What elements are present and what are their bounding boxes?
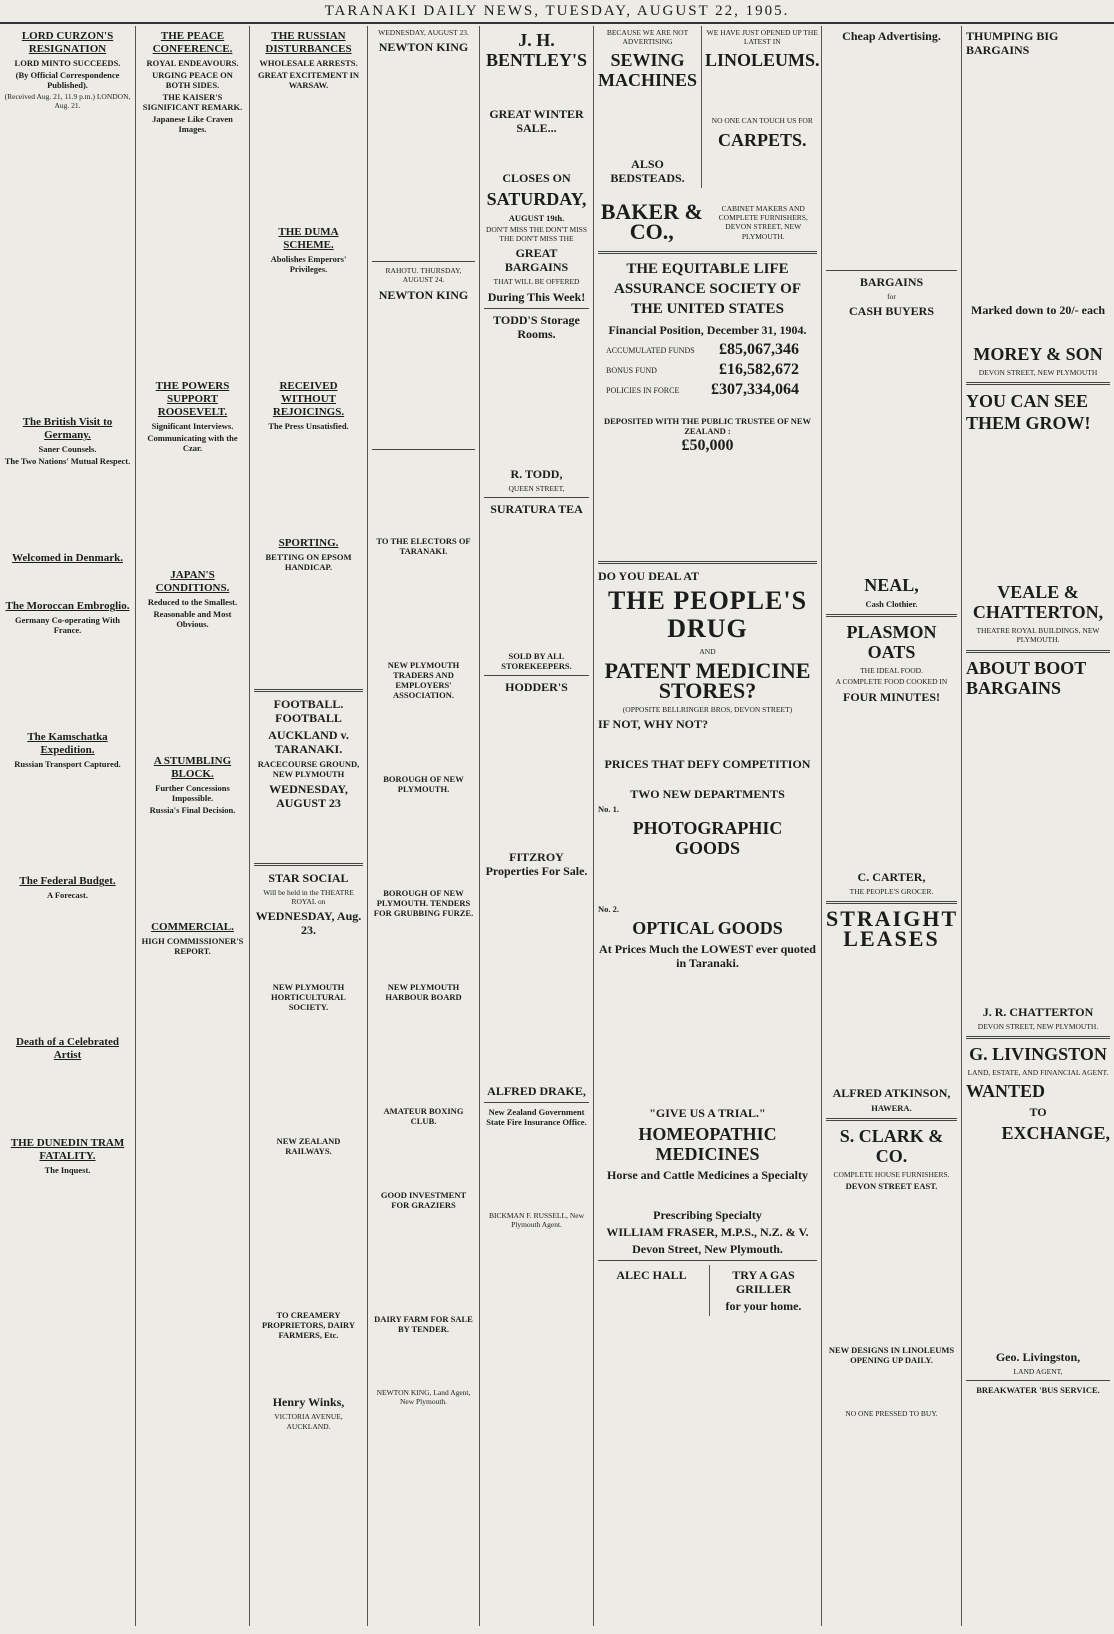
body-text-block [826,321,957,571]
subhead: The Press Unsatisfied. [268,421,349,431]
body-text-block [140,136,245,376]
ad-line: Cash Clothier. [865,599,918,610]
ad-heading: J. R. CHATTERTON [982,1004,1094,1019]
ad-line: DAIRY FARM FOR SALE BY TENDER. [374,1313,473,1334]
body-text-block [254,433,363,533]
amount: £16,582,672 [719,361,799,379]
ad-line: WEDNESDAY, AUGUST 23. [378,28,469,37]
ad-line: RACECOURSE GROUND, NEW PLYMOUTH [257,759,360,779]
ad-heading: During This Week! [487,289,586,304]
ad-line: THE IDEAL FOOD. [860,666,923,676]
ad-heading: NEWTON KING [378,40,469,55]
subhead: A Forecast. [47,890,88,901]
headline: THE PEACE CONFERENCE. [152,30,233,55]
ad-line: for [887,292,896,301]
ad-heading: TRY A GAS GRILLER [732,1267,795,1296]
column-4 [368,26,480,1626]
ad-heading: DO YOU DEAL AT [598,569,700,584]
headline: THE DUNEDIN TRAM FATALITY. [10,1137,125,1163]
body-text-block [598,456,817,556]
headline: Death of a Celebrated Artist [16,1036,119,1062]
subhead: BETTING ON EPSOM HANDICAP. [265,552,352,572]
body-text-block [372,57,475,257]
column-6 [594,26,822,1626]
ad-heading: R. TODD, [510,466,563,481]
ad-line: DEVON STREET EAST. [845,1181,938,1192]
subhead: ROYAL ENDEAVOURS. [146,58,239,68]
body-text-block [372,702,475,772]
ad-heading: NEWTON KING [378,287,469,302]
ad-heading: At Prices Much the LOWEST ever quoted in Taranaki. [599,941,816,970]
headline: JAPAN'S CONDITIONS. [155,569,230,594]
headline: RECEIVED WITHOUT REJOICINGS. [272,380,345,418]
column-2 [136,26,250,1626]
body-text-block [826,1367,957,1407]
ad-line: BOROUGH OF NEW PLYMOUTH. [383,773,464,794]
subhead: The Two Nations' Mutual Respect. [4,456,131,467]
body-text-block [140,455,245,565]
ad-heading: FOUR MINUTES! [842,689,940,704]
body-text-block [966,702,1110,1002]
ad-heading: BAKER & CO., [600,199,703,245]
ad-line: TO CREAMERY PROPRIETORS, DAIRY FARMERS, Etc. [261,1310,356,1341]
subhead: Russian Transport Captured. [14,759,121,770]
body-text-block [826,1193,957,1343]
body-text-block [372,305,475,445]
body-text-block [484,697,589,847]
body-text-block [140,631,245,751]
ad-heading: FITZROY Properties For Sale. [485,849,588,878]
ad-heading: "GIVE US A TRIAL." [649,1105,766,1120]
ad-heading: TWO NEW DEPARTMENTS [630,786,785,801]
headline: The Kamschatka Expedition. [27,731,108,757]
ad-line: CABINET MAKERS AND COMPLETE FURNISHERS, DEVON STREET, NEW PLYMOUTH. [718,204,808,241]
ad-heading: CLOSES ON [502,171,571,185]
ad-heading: TODD'S Storage Rooms. [493,312,580,341]
ad-heading: Marked down to 20/- each [971,303,1105,317]
ad-heading: WEDNESDAY, AUGUST 23 [269,782,348,810]
body-text-block [372,454,475,534]
ad-line: A COMPLETE FOOD COOKED IN [835,677,948,687]
ad-heading: WILLIAM FRASER, M.P.S., N.Z. & V. [606,1224,809,1239]
ad-line: AUGUST 19th. [508,213,565,223]
body-text-block [484,881,589,1081]
ad-heading: CASH BUYERS [848,304,935,319]
ad-line: HAWERA. [871,1102,912,1113]
ad-heading: Cheap Advertising. [842,29,941,43]
headline: The Moroccan Embroglio. [5,600,130,613]
body-text-block [140,817,245,917]
subhead: Reduced to the Smallest. [147,597,238,607]
body-text-block [598,973,817,1103]
subhead: LORD MINTO SUCCEEDS. [14,58,121,68]
subhead: Japanese Like Craven Images. [152,114,233,134]
ad-heading: YOU CAN SEE THEM GROW! [966,391,1091,434]
body-text-block [372,796,475,886]
ad-heading: Horse and Cattle Medicines a Specialty [607,1167,808,1182]
body-text-block [4,112,131,412]
ad-line: BOROUGH OF NEW PLYMOUTH. TENDERS FOR GRUBBING FURZE. [373,887,474,918]
ad-line: NEW PLYMOUTH TRADERS AND EMPLOYERS' ASSOCIATION. [387,659,460,700]
headline: Welcomed in Denmark. [12,552,123,565]
column-8 [962,26,1114,1626]
ad-line: NEW PLYMOUTH HORTICULTURAL SOCIETY. [271,982,346,1013]
ad-heading: HODDER'S [505,679,568,694]
ad-line: New Zealand Government State Fire Insurance Office. [486,1106,587,1127]
ad-line: NO ONE CAN TOUCH US FOR [711,116,813,126]
subhead: (By Official Correspondence Published). [15,70,120,90]
ad-heading: IF NOT, WHY NOT? [598,716,709,731]
dateline: (Received Aug. 21, 11.9 p.m.) LONDON, Aug. 21. [4,92,131,111]
ad-line: NEW ZEALAND RAILWAYS. [276,1136,341,1157]
headline: A STUMBLING BLOCK. [153,755,232,780]
ad-heading: C. CARTER, [857,869,926,884]
headline: THE POWERS SUPPORT ROOSEVELT. [155,380,230,418]
ad-heading: ALFRED DRAKE, [487,1083,586,1098]
body-text-block [966,60,1110,300]
column-1 [0,26,136,1626]
body-text-block [254,940,363,980]
ad-heading: HOMEOPATHIC MEDICINES [638,1123,777,1164]
ad-line: THAT WILL BE OFFERED [493,277,580,287]
ad-line: THEATRE ROYAL BUILDINGS, NEW PLYMOUTH. [976,626,1100,645]
ad-line: WE HAVE JUST OPENED UP THE LATEST IN [706,28,818,47]
amount: £307,334,064 [711,381,799,399]
ad-heading: Devon Street, New Plymouth. [632,1241,783,1256]
ad-heading: PHOTOGRAPHIC GOODS [632,817,783,858]
body-text-block [826,953,957,1083]
body-text-block [705,74,820,114]
ad-line: NEW DESIGNS IN LINOLEUMS OPENING UP DAILY. [828,1345,955,1366]
ad-line: NEW PLYMOUTH HARBOUR BOARD [385,981,462,1002]
body-text-block [598,862,817,902]
ad-line: BREAKWATER 'BUS SERVICE. [976,1385,1100,1396]
ad-line: TO THE ELECTORS OF TARANAKI. [376,535,471,556]
body-text-block [4,468,131,548]
body-text-block [372,1336,475,1386]
headline: LORD CURZON'S RESIGNATION [21,30,114,55]
ad-line: DON'T MISS THE DON'T MISS THE DON'T MISS THE [485,225,588,244]
ad-heading: SEWING MACHINES [598,50,698,91]
ad-heading: AUCKLAND v. TARANAKI. [268,728,349,756]
ad-heading: THE PEOPLE'S DRUG [607,586,808,644]
column-7 [822,26,962,1626]
ad-heading: ALFRED ATKINSON, [832,1085,951,1100]
ad-line: COMPLETE HOUSE FURNISHERS. [833,1169,950,1179]
body-text-block [4,771,131,871]
ad-line: NO ONE PRESSED TO BUY. [845,1409,938,1419]
ad-line: BECAUSE WE ARE NOT ADVERTISING [606,28,689,47]
ad-heading: GREAT WINTER SALE... [489,107,584,135]
body-text-block [598,94,697,154]
subhead: Russia's Final Decision. [149,805,236,815]
body-text-block [966,1147,1110,1347]
subhead: GREAT EXCITEMENT IN WARSAW. [257,70,360,90]
column-3 [250,26,368,1626]
amount: £85,067,346 [719,341,799,359]
body-text-block [254,1014,363,1134]
headline: The Federal Budget. [19,875,116,888]
ad-line: No. 1. [598,803,620,814]
ad-heading: CARPETS. [718,129,807,150]
ad-heading: Henry Winks, [272,1395,345,1410]
ad-line: DEVON STREET, NEW PLYMOUTH. [977,1021,1099,1031]
subhead: Reasonable and Most Obvious. [153,609,232,629]
ad-heading: THE EQUITABLE LIFE ASSURANCE SOCIETY OF THE UNITED STATES [614,261,801,318]
subhead: HIGH COMMISSIONER'S REPORT. [141,936,244,956]
body-text-block [372,1212,475,1312]
body-text-block [372,558,475,658]
ad-line: DEVON STREET, NEW PLYMOUTH [978,368,1098,377]
ad-heading: MOREY & SON [973,344,1103,364]
subhead: Significant Interviews. [151,421,234,431]
subhead: URGING PEACE ON BOTH SIDES. [152,70,233,90]
ad-heading: BARGAINS [859,275,924,289]
body-text-block [484,519,589,649]
headline: The British Visit to Germany. [22,416,113,442]
body-text-block [4,902,131,1032]
ad-line: GOOD INVESTMENT FOR GRAZIERS [380,1189,467,1210]
ad-heading: PLASMON OATS [846,622,937,663]
ad-heading: STRAIGHT LEASES [826,905,959,951]
label: POLICIES IN FORCE [606,385,680,395]
ad-line: LAND AGENT, [1013,1367,1063,1377]
ad-heading: VEALE & CHATTERTON, [972,582,1104,623]
body-text-block [826,707,957,867]
label: ACCUMULATED FUNDS [606,345,695,355]
column-5 [480,26,594,1626]
headline: SPORTING. [278,537,339,549]
body-text-block [254,276,363,376]
body-text-block [966,438,1110,578]
ad-line: RAHOTU. THURSDAY, AUGUST 24. [385,266,462,285]
ad-heading: WANTED [966,1081,1046,1102]
ad-heading: LINOLEUMS. [705,50,820,71]
ad-line: AND [699,647,716,657]
headline: COMMERCIAL. [151,921,234,933]
ad-heading: FOOTBALL. FOOTBALL [273,697,344,725]
ad-line: No. 2. [598,903,620,914]
ad-heading: G. LIVINGSTON [969,1043,1107,1064]
ad-heading: THUMPING BIG BARGAINS [966,29,1059,57]
ad-heading: ABOUT BOOT BARGAINS [966,657,1086,698]
body-text-block [4,637,131,727]
ad-heading: NEAL, [864,575,919,596]
ad-heading: STAR SOCIAL [268,871,349,885]
ad-line: VICTORIA AVENUE, AUCKLAND. [274,1412,343,1431]
ad-heading: ALEC HALL [616,1267,687,1282]
ad-line: SOLD BY ALL STOREKEEPERS. [501,650,572,671]
ad-heading: ALSO BEDSTEADS. [610,157,685,186]
ad-line: AMATEUR BOXING CLUB. [383,1105,464,1126]
body-text-block [372,1004,475,1104]
ad-heading: EXCHANGE, [1001,1123,1110,1144]
ad-line: BICKMAN F. RUSSELL, New Plymouth Agent. [488,1210,585,1230]
body-text-block [4,566,131,596]
ad-heading: GREAT BARGAINS [504,246,569,275]
ad-line: (OPPOSITE BELLRINGER BROS, DEVON STREET) [622,704,793,714]
ad-heading: PATENT MEDICINE STORES? [604,657,811,703]
body-text-block [484,344,589,464]
subhead: WHOLESALE ARRESTS. [259,58,358,68]
body-text-block [372,1128,475,1188]
body-text-block [372,920,475,980]
subhead: THE KAISER'S SIGNIFICANT REMARK. [142,92,243,112]
body-text-block [254,92,363,222]
ad-line: QUEEN STREET, [508,483,565,493]
subhead: Further Concessions Impossible. [155,783,230,803]
headline: THE DUMA SCHEME. [278,226,339,251]
body-text-block [4,1063,131,1133]
headline: THE RUSSIAN DISTURBANCES [265,30,352,55]
ad-heading: OPTICAL GOODS [632,917,783,938]
amount: £50,000 [681,437,734,455]
masthead: TARANAKI DAILY NEWS, TUESDAY, AUGUST 22, 1905. [0,0,1114,24]
subhead: Germany Co-operating With France. [15,615,120,636]
body-text-block [254,1342,363,1392]
body-text-block [254,574,363,684]
ad-heading: TO [1029,1105,1047,1120]
ad-line: Will be held in the THEATRE ROYAL on [263,888,354,907]
ad-heading: PRICES THAT DEFY COMPETITION [604,756,811,771]
subhead: Abolishes Emperors' Privileges. [270,254,347,274]
ad-heading: J. H. BENTLEY'S [485,30,588,70]
body-text-block [484,1129,589,1209]
ad-heading: WEDNESDAY, Aug. 23. [255,909,362,938]
subhead: Communicating with the Czar. [147,433,238,453]
body-text-block [826,46,957,266]
body-text-block [254,1158,363,1308]
ad-heading: S. CLARK & CO. [839,1125,944,1166]
ad-heading: for your home. [725,1298,802,1313]
ad-heading: Prescribing Specialty [653,1207,762,1222]
ad-heading: SATURDAY, [486,189,587,209]
ad-line: NEWTON KING, Land Agent, New Plymouth. [376,1387,471,1406]
label: BONUS FUND [606,365,657,375]
ad-heading: SURATURA TEA [490,501,583,516]
subhead: Saner Counsels. [38,444,97,455]
ad-line: DEPOSITED WITH THE PUBLIC TRUSTEE OF NEW ZEALAND : [603,416,812,437]
subhead: The Inquest. [44,1165,91,1176]
ad-heading: Financial Position, December 31, 1904. [608,323,807,338]
ad-heading: Geo. Livingston, [995,1350,1081,1365]
ad-line: THE PEOPLE'S GROCER. [849,886,934,896]
body-text-block [254,813,363,858]
ad-line: LAND, ESTATE, AND FINANCIAL AGENT. [967,1067,1109,1077]
